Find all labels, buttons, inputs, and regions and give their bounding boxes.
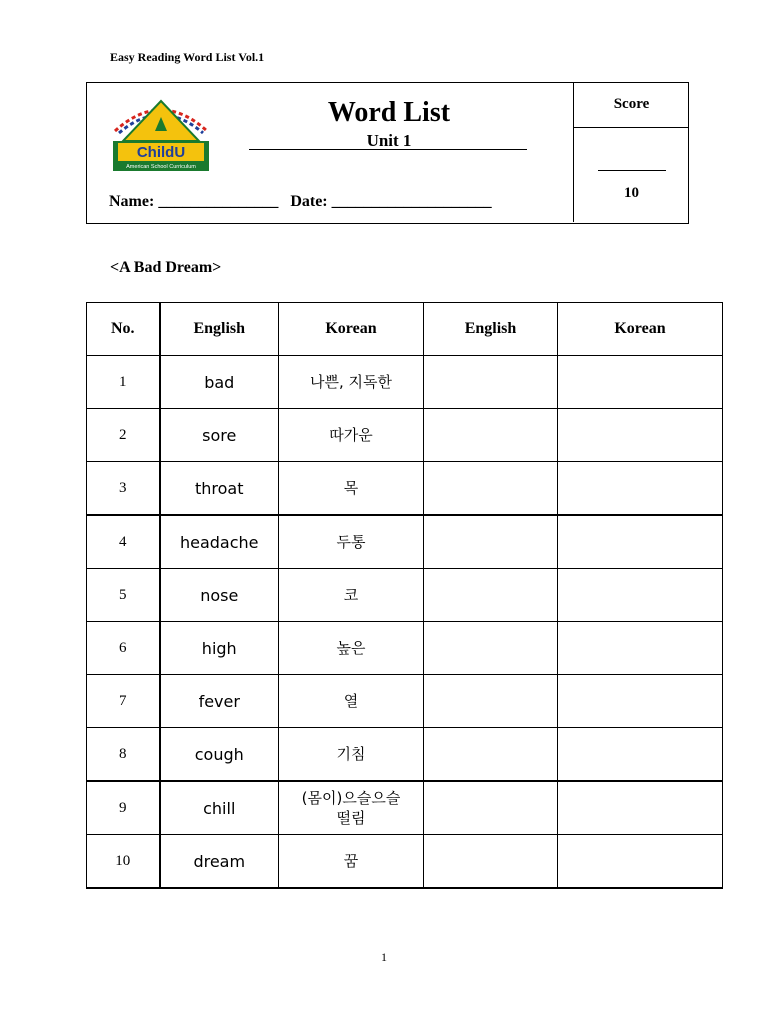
english-word: sore (160, 409, 279, 462)
korean-practice-cell[interactable] (558, 356, 723, 409)
header-no: No. (87, 303, 160, 356)
english-practice-cell[interactable] (424, 781, 558, 835)
korean-practice-cell[interactable] (558, 835, 723, 889)
page-number: 1 (381, 950, 387, 964)
english-word: bad (160, 356, 279, 409)
header-english-practice: English (424, 303, 558, 356)
row-number: 3 (87, 462, 160, 516)
korean-practice-cell[interactable] (558, 462, 723, 516)
table-row (87, 462, 723, 516)
korean-meaning: 높은 (279, 622, 424, 675)
header-english: English (160, 303, 279, 356)
table-row (87, 781, 723, 835)
row-number: 10 (87, 835, 160, 889)
english-practice-cell[interactable] (424, 728, 558, 782)
childu-logo-icon (109, 95, 213, 173)
english-word: throat (160, 462, 279, 516)
logo-brand: ChildU (136, 144, 186, 161)
row-number: 2 (87, 409, 160, 462)
english-practice-cell[interactable] (424, 515, 558, 569)
korean-meaning: 나쁜, 지독한 (279, 356, 424, 409)
table-row (87, 728, 723, 782)
name-field[interactable]: _______________ (158, 193, 279, 210)
series-title: Easy Reading Word List Vol.1 (110, 50, 265, 64)
row-number: 8 (87, 728, 160, 782)
korean-practice-cell[interactable] (558, 675, 723, 728)
english-word: high (160, 622, 279, 675)
score-box (573, 83, 689, 222)
table-row (87, 515, 723, 569)
score-label: Score (574, 83, 689, 128)
english-word: cough (160, 728, 279, 782)
korean-meaning: (몸이)으슬으슬 떨림 (279, 781, 424, 835)
table-row (87, 622, 723, 675)
table-header-row (87, 303, 723, 356)
english-practice-cell[interactable] (424, 835, 558, 889)
table-row (87, 409, 723, 462)
table-row (87, 356, 723, 409)
row-number: 9 (87, 781, 160, 835)
header-korean: Korean (279, 303, 424, 356)
korean-practice-cell[interactable] (558, 622, 723, 675)
korean-meaning: 꿈 (279, 835, 424, 889)
name-date-row (109, 193, 492, 211)
unit-label: Unit 1 (366, 131, 412, 150)
english-practice-cell[interactable] (424, 409, 558, 462)
english-word: nose (160, 569, 279, 622)
row-number: 7 (87, 675, 160, 728)
english-practice-cell[interactable] (424, 462, 558, 516)
english-practice-cell[interactable] (424, 675, 558, 728)
logo-tagline: American School Curriculum (126, 164, 196, 170)
row-number: 1 (87, 356, 160, 409)
korean-practice-cell[interactable] (558, 569, 723, 622)
korean-meaning: 따가운 (279, 409, 424, 462)
score-field[interactable] (598, 170, 666, 171)
date-label: Date: (290, 193, 328, 210)
name-label: Name: (109, 193, 155, 210)
score-max: 10 (624, 185, 639, 201)
english-word: chill (160, 781, 279, 835)
korean-meaning: 목 (279, 462, 424, 516)
korean-practice-cell[interactable] (558, 515, 723, 569)
korean-meaning: 기침 (279, 728, 424, 782)
english-word: dream (160, 835, 279, 889)
header-korean-practice: Korean (558, 303, 723, 356)
korean-meaning: 두통 (279, 515, 424, 569)
story-title: <A Bad Dream> (110, 259, 222, 276)
english-practice-cell[interactable] (424, 356, 558, 409)
korean-meaning: 열 (279, 675, 424, 728)
korean-practice-cell[interactable] (558, 409, 723, 462)
header-box (86, 82, 689, 224)
unit-underline (249, 149, 527, 150)
korean-meaning: 코 (279, 569, 424, 622)
english-practice-cell[interactable] (424, 622, 558, 675)
row-number: 4 (87, 515, 160, 569)
english-practice-cell[interactable] (424, 569, 558, 622)
english-word: headache (160, 515, 279, 569)
word-table (86, 302, 723, 889)
korean-practice-cell[interactable] (558, 728, 723, 782)
table-row (87, 675, 723, 728)
row-number: 5 (87, 569, 160, 622)
page-title: Word List (327, 97, 451, 128)
row-number: 6 (87, 622, 160, 675)
korean-practice-cell[interactable] (558, 781, 723, 835)
table-row (87, 835, 723, 889)
english-word: fever (160, 675, 279, 728)
table-row (87, 569, 723, 622)
date-field[interactable]: ____________________ (331, 193, 492, 210)
